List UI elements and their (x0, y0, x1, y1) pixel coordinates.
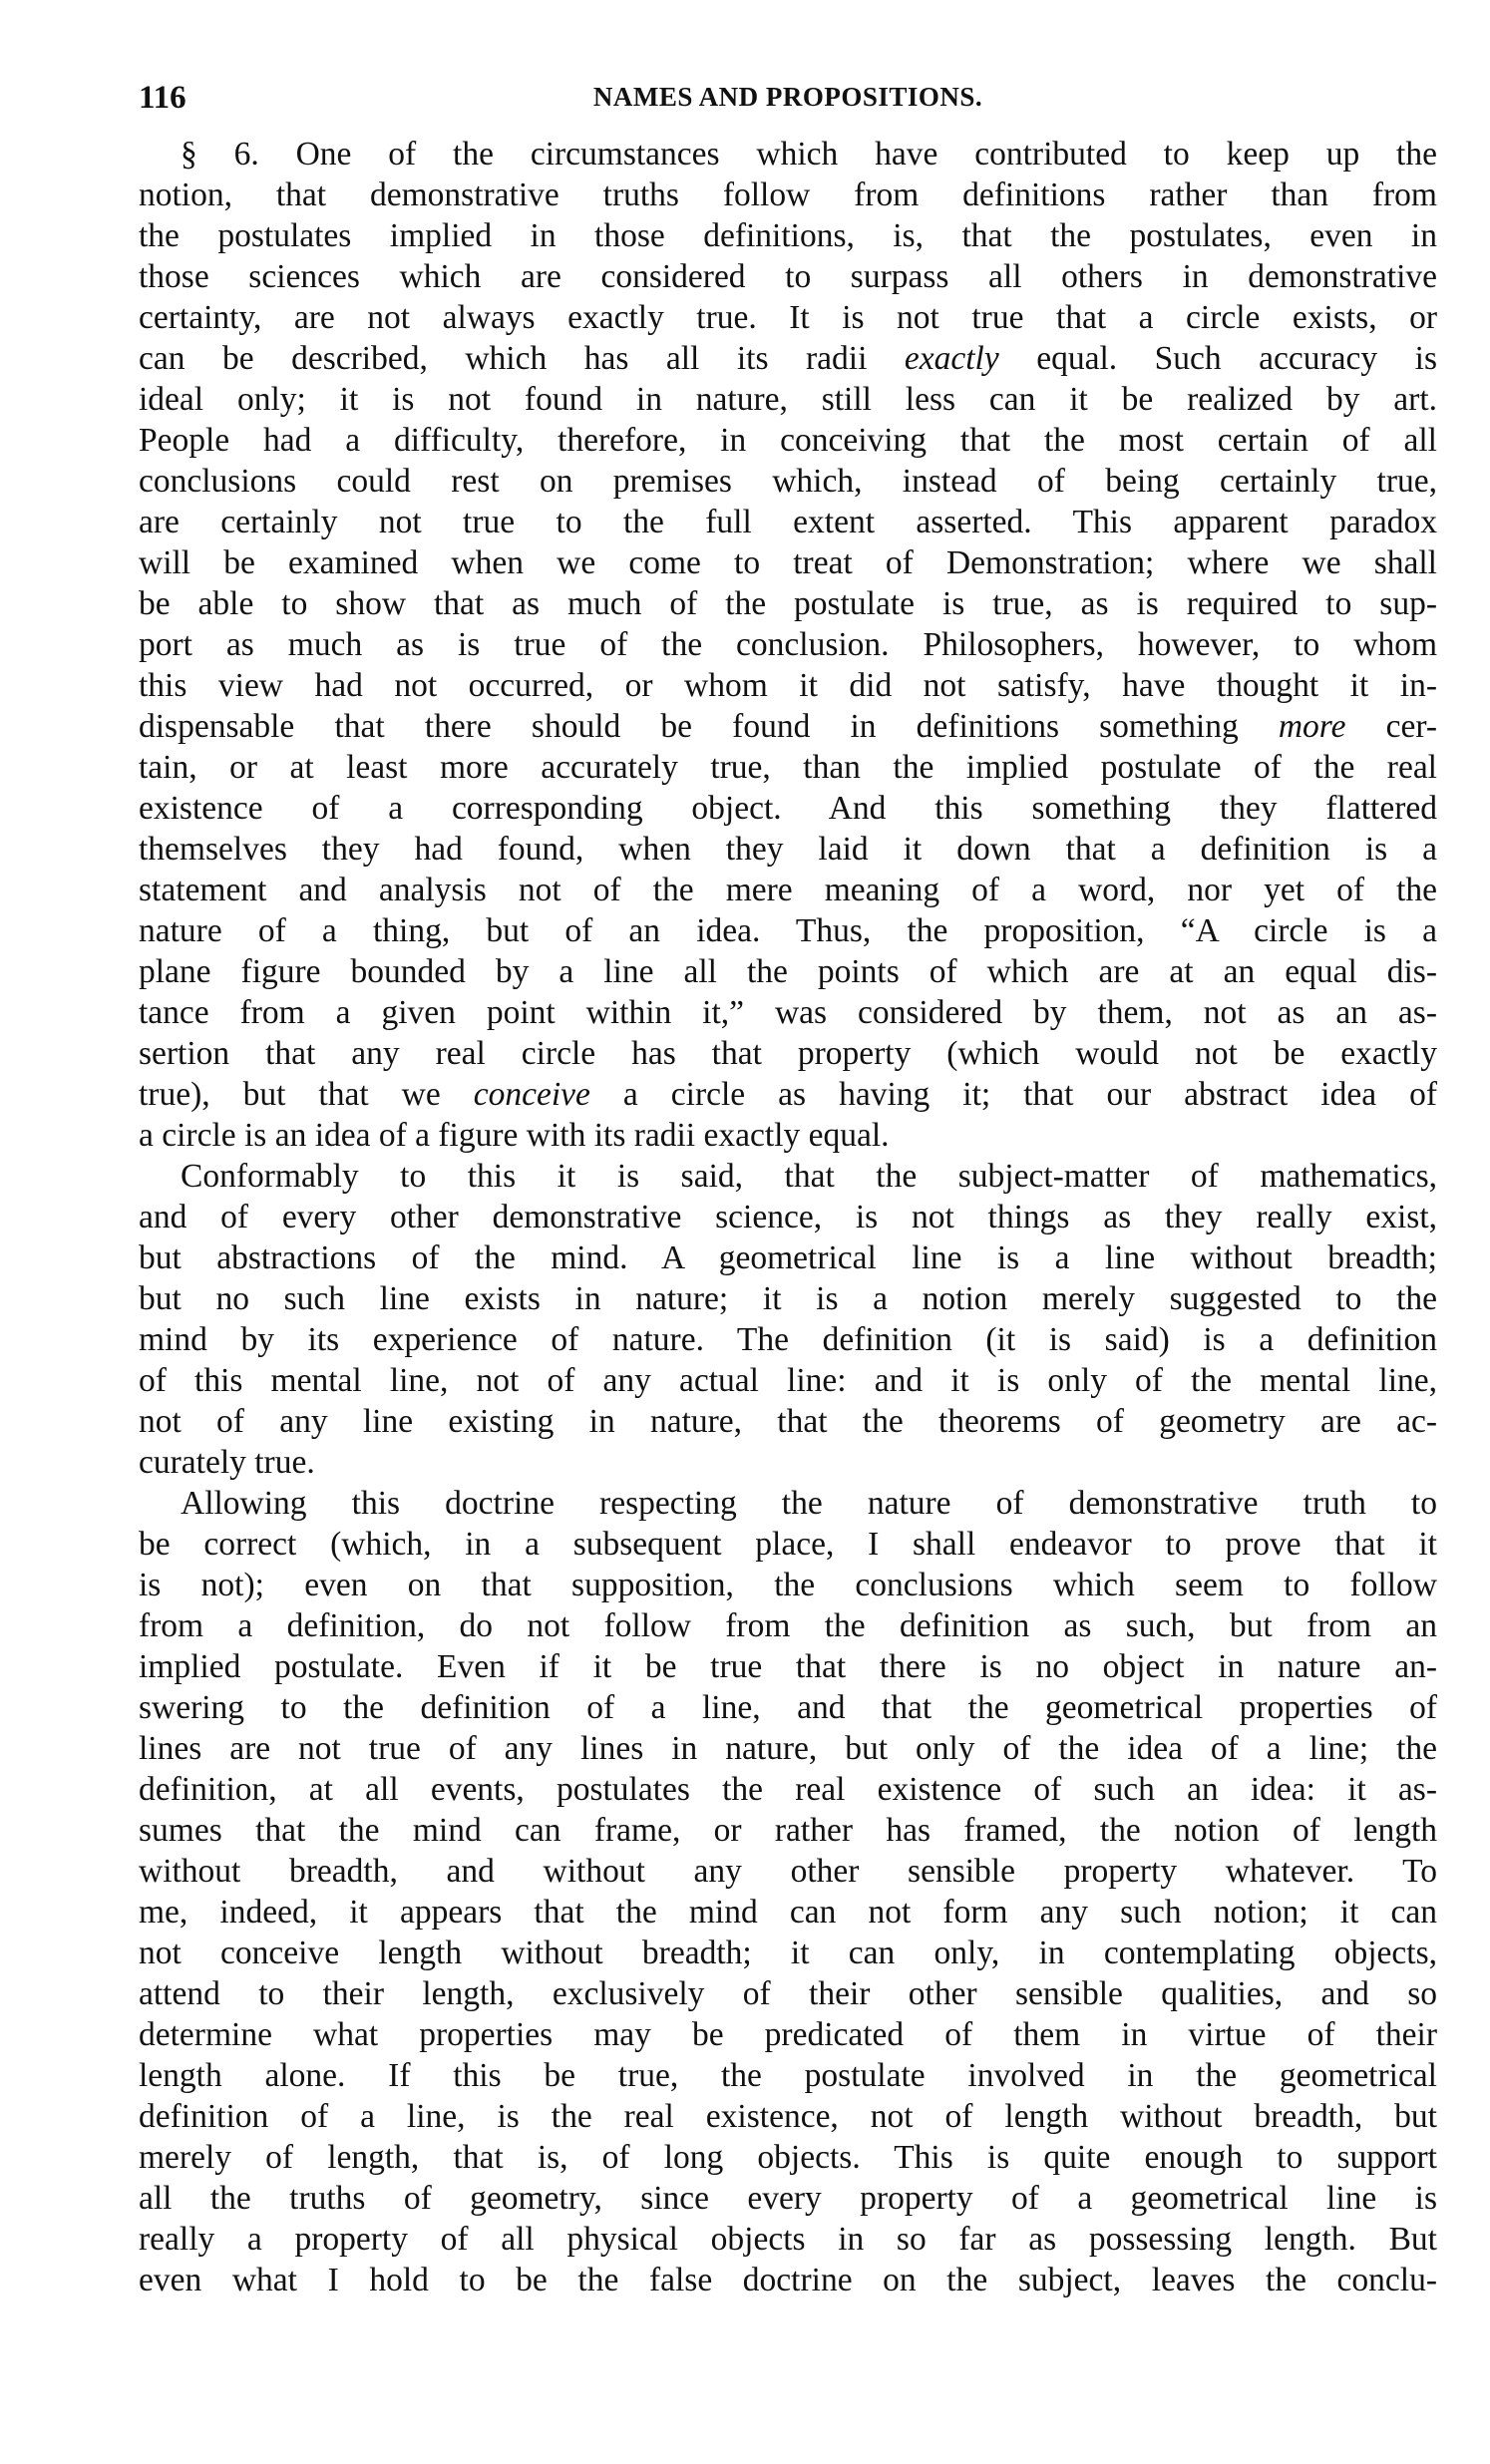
text-segment: notion, that demonstrative truths follow from definitions rather than from (139, 176, 1437, 213)
text-line (139, 175, 1437, 215)
page-body-text (139, 134, 1437, 2300)
text-line (139, 1197, 1437, 1237)
text-line (139, 1033, 1437, 1074)
text-line (139, 338, 1437, 379)
text-line (139, 2096, 1437, 2137)
text-segment: cer- (1345, 708, 1437, 745)
text-segment: definition of a line, is the real existence, not of length without breadth, but (139, 2098, 1437, 2135)
text-segment: nature of a thing, but of an idea. Thus, the proposition, “A circle is a (139, 912, 1437, 949)
text-segment: all the truths of geometry, since every property of a geometrical line is (139, 2180, 1437, 2217)
text-segment: of this mental line, not of any actual line: and it is only of the mental line, (139, 1362, 1437, 1399)
text-segment: be correct (which, in a subsequent place, I shall endeavor to prove that it (139, 1526, 1437, 1563)
italic-text: conceive (473, 1076, 590, 1113)
text-segment: and of every other demonstrative science, is not things as they really exist, (139, 1199, 1437, 1235)
text-segment: statement and analysis not of the mere meaning of a word, nor yet of the (139, 872, 1437, 908)
text-segment: dispensable that there should be found in definitions something (139, 708, 1279, 745)
text-segment: tain, or at least more accurately true, than the implied postulate of the real (139, 749, 1437, 786)
text-segment: plane figure bounded by a line all the points of which are at an equal dis- (139, 953, 1437, 990)
text-line (139, 1483, 1437, 1524)
text-line (139, 2260, 1437, 2300)
text-line (139, 1728, 1437, 1769)
text-segment: port as much as is true of the conclusion. Philosophers, however, to whom (139, 626, 1437, 663)
text-segment: a circle as having it; that our abstract idea of (589, 1076, 1437, 1113)
text-segment: existence of a corresponding object. And this something they flattered (139, 790, 1437, 827)
text-line (139, 1933, 1437, 1973)
text-line (139, 379, 1437, 420)
text-line (139, 992, 1437, 1033)
page-header (139, 80, 1437, 124)
text-segment: are certainly not true to the full extent asserted. This apparent paradox (139, 504, 1437, 540)
text-segment: certainty, are not always exactly true. It is not true that a circle exists, or (139, 299, 1437, 336)
text-segment: not of any line existing in nature, that the theorems of geometry are ac- (139, 1403, 1437, 1440)
text-segment: from a definition, do not follow from the definition as such, but from an (139, 1607, 1437, 1644)
text-line (139, 2137, 1437, 2178)
italic-text: exactly (904, 340, 999, 377)
text-line (139, 2014, 1437, 2055)
text-segment: attend to their length, exclusively of their other sensible qualities, and so (139, 1975, 1437, 2012)
text-line (139, 951, 1437, 992)
text-segment: mind by its experience of nature. The definition (it is said) is a definition (139, 1321, 1437, 1358)
text-segment: will be examined when we come to treat of Demonstration; where we shall (139, 544, 1437, 581)
text-line (139, 1319, 1437, 1360)
text-line (139, 1892, 1437, 1933)
text-line (139, 870, 1437, 910)
text-line (139, 583, 1437, 624)
text-segment: not conceive length without breadth; it can only, in contemplating objects, (139, 1935, 1437, 1971)
text-line (139, 256, 1437, 297)
text-segment: curately true. (139, 1444, 315, 1481)
text-segment: merely of length, that is, of long objects. This is quite enough to support (139, 2139, 1437, 2176)
text-line (139, 665, 1437, 706)
text-segment: swering to the definition of a line, and that the geometrical properties of (139, 1689, 1437, 1726)
running-title: NAMES AND PROPOSITIONS. (592, 82, 983, 112)
text-line (139, 1156, 1437, 1197)
text-line (139, 1401, 1437, 1442)
text-line (139, 1074, 1437, 1115)
text-line (139, 1605, 1437, 1646)
text-segment: those sciences which are considered to surpass all others in demonstrative (139, 258, 1437, 295)
text-line (139, 1524, 1437, 1565)
text-segment: true), but that we (139, 1076, 474, 1113)
text-segment: sumes that the mind can frame, or rather has framed, the notion of length (139, 1812, 1437, 1849)
text-line (139, 788, 1437, 829)
text-segment: me, indeed, it appears that the mind can not form any such notion; it can (139, 1894, 1437, 1931)
text-segment: lines are not true of any lines in nature, but only of the idea of a line; the (139, 1730, 1437, 1767)
text-segment: ideal only; it is not found in nature, still less can it be realized by art. (139, 381, 1437, 418)
text-line (139, 747, 1437, 788)
italic-text: more (1278, 708, 1346, 745)
text-line (139, 706, 1437, 747)
text-segment: implied postulate. Even if it be true that there is no object in nature an- (139, 1648, 1437, 1685)
text-segment: a circle is an idea of a figure with its radii exactly equal. (139, 1117, 890, 1154)
text-segment: themselves they had found, when they laid it down that a definition is a (139, 831, 1437, 868)
text-segment: the postulates implied in those definitions, is, that the postulates, even in (139, 217, 1437, 254)
text-segment: definition, at all events, postulates the real existence of such an idea: it as- (139, 1771, 1437, 1808)
text-segment: but abstractions of the mind. A geometrical line is a line without breadth; (139, 1239, 1437, 1276)
text-segment: equal. Such accuracy is (998, 340, 1437, 377)
text-line (139, 624, 1437, 665)
text-line (139, 1565, 1437, 1605)
text-line (139, 502, 1437, 542)
text-segment: People had a difficulty, therefore, in conceiving that the most certain of all (139, 422, 1437, 459)
text-line (139, 1769, 1437, 1810)
text-line (139, 1237, 1437, 1278)
text-segment: length alone. If this be true, the postulate involved in the geometrical (139, 2057, 1437, 2094)
text-segment: can be described, which has all its radii (139, 340, 905, 377)
text-line (139, 910, 1437, 951)
text-line (139, 829, 1437, 870)
text-segment: conclusions could rest on premises which, instead of being certainly true, (139, 463, 1437, 500)
text-line (139, 461, 1437, 502)
text-line (139, 1278, 1437, 1319)
text-line (139, 1687, 1437, 1728)
text-line (139, 1646, 1437, 1687)
text-line (139, 215, 1437, 256)
text-line (139, 1810, 1437, 1851)
text-segment: determine what properties may be predicated of them in virtue of their (139, 2016, 1437, 2053)
text-line (139, 1851, 1437, 1892)
text-segment: but no such line exists in nature; it is a notion merely suggested to the (139, 1280, 1437, 1317)
text-line (139, 1360, 1437, 1401)
text-segment: tance from a given point within it,” was considered by them, not as an as- (139, 994, 1437, 1031)
text-segment: § 6. One of the circumstances which have contributed to keep up the (181, 136, 1437, 173)
text-line (139, 134, 1437, 175)
text-segment: be able to show that as much of the postulate is true, as is required to sup- (139, 585, 1437, 622)
text-segment: Conformably to this it is said, that the subject-matter of mathematics, (181, 1158, 1437, 1195)
text-segment: really a property of all physical objects in so far as possessing length. But (139, 2221, 1437, 2258)
text-line (139, 2055, 1437, 2096)
text-line (139, 2219, 1437, 2260)
text-line (139, 542, 1437, 583)
text-segment: even what I hold to be the false doctrine on the subject, leaves the conclu- (139, 2262, 1437, 2298)
text-segment: without breadth, and without any other sensible property whatever. To (139, 1853, 1437, 1890)
text-line (139, 1442, 1437, 1483)
text-line (139, 2178, 1437, 2219)
text-line (139, 1115, 1437, 1156)
text-line (139, 420, 1437, 461)
text-segment: Allowing this doctrine respecting the nature of demonstrative truth to (181, 1485, 1437, 1522)
text-segment: sertion that any real circle has that property (which would not be exactly (139, 1035, 1437, 1072)
text-segment: this view had not occurred, or whom it did not satisfy, have thought it in- (139, 667, 1437, 704)
text-segment: is not); even on that supposition, the conclusions which seem to follow (139, 1567, 1437, 1603)
text-line (139, 297, 1437, 338)
text-line (139, 1973, 1437, 2014)
page-number: 116 (139, 80, 186, 116)
